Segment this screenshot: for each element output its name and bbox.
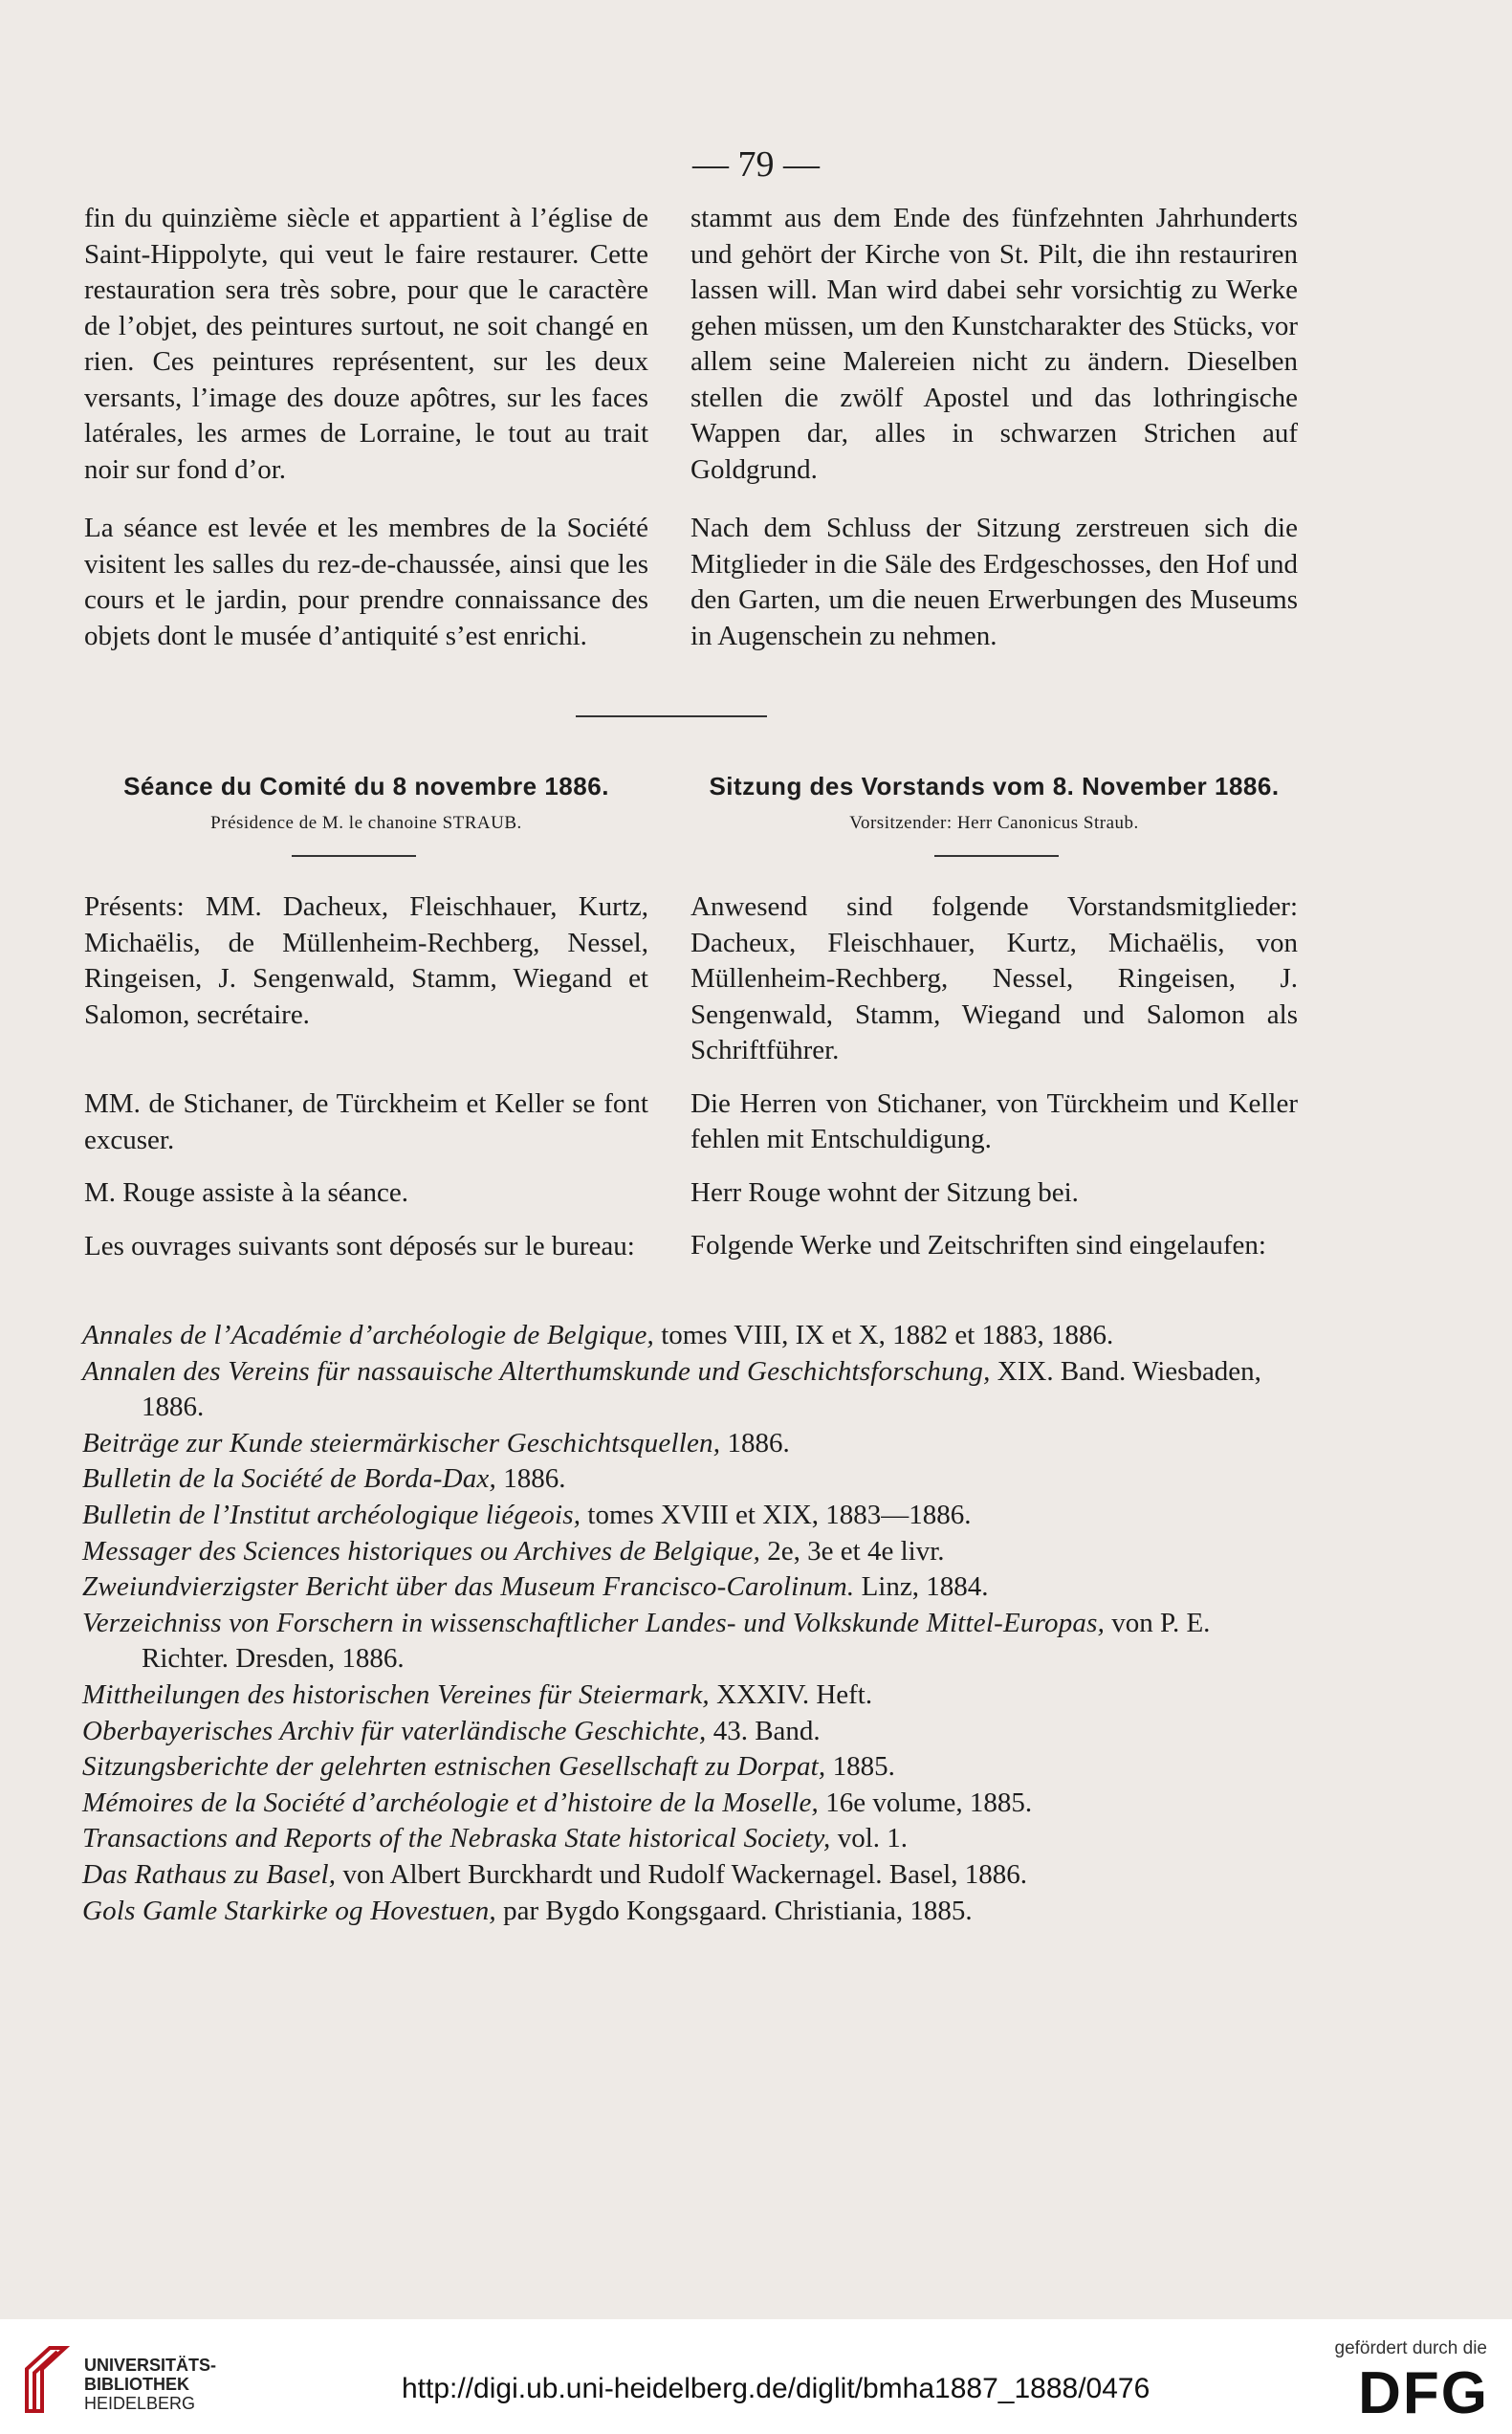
left-guest: M. Rouge assiste à la séance.	[84, 1177, 409, 1208]
right-present-members: Anwesend sind folgende Vorstandsmitglieder: Dacheux, Fleischhauer, Kurtz, Michaëlis, von Müllenheim-Rechberg, Nessel, Ringeisen, J. Sengenwald, Stamm, Wiegand und Salomon als Schriftführer.	[690, 891, 1298, 1065]
list-item: Bulletin de l’Institut archéologique liégeois, tomes XVIII et XIX, 1883—1886.	[82, 1499, 972, 1530]
left-present-members: Présents: MM. Dacheux, Fleischhauer, Kurtz, Michaëlis, de Müllenheim-Rechberg, Nessel, Ringeisen, J. Sengenwald, Stamm, Wiegand et Salomon, secrétaire.	[84, 891, 648, 1030]
right-session-subheading: Vorsitzender: Herr Canonicus Straub.	[849, 812, 1139, 833]
left-top-column	[84, 201, 648, 654]
list-item: Bulletin de la Société de Borda-Dax, 1886.	[82, 1463, 566, 1495]
list-item: Annales de l’Académie d’archéologie de Belgique, tomes VIII, IX et X, 1882 et 1883, 1886.	[82, 1320, 1114, 1350]
right-paragraph-restoration: stammt aus dem Ende des fünfzehnten Jahrhunderts und gehört der Kirche von St. Pilt, die ihn restauriren lassen will. Man wird dabei sehr vorsichtig zu Werke gehen müssen, um den Kunstcharakter des Stücks, vor allem seine Malereien nicht zu ändern. Dieselben stellen die zwölf Apostel und das lothringische Wappen dar, alles in schwarzen Strichen auf Goldgrund.	[690, 203, 1298, 485]
source-url-link[interactable]: http://digi.ub.uni-heidelberg.de/diglit/bmha1887_1888/0476	[402, 2373, 1150, 2404]
list-item: Beiträge zur Kunde steiermärkischer Geschichtsquellen, 1886.	[82, 1427, 790, 1458]
right-paragraph-closing: Nach dem Schluss der Sitzung zerstreuen sich die Mitglieder in die Säle des Erdgeschosses, den Hof und den Garten, um die neuen Erwerbungen des Museums in Augenschein zu nehmen.	[690, 513, 1298, 651]
right-works-intro: Folgende Werke und Zeitschriften sind eingelaufen:	[690, 1230, 1266, 1261]
right-excused-members: Die Herren von Stichaner, von Türckheim und Keller fehlen mit Entschuldigung.	[690, 1087, 1298, 1154]
university-library-logo-icon	[21, 2340, 71, 2415]
list-item: Verzeichniss von Forschern in wissenschaftlicher Landes- und Volkskunde Mittel-Europas, von P. E. Richter. Dresden, 1886.	[82, 1607, 1211, 1675]
left-short-rule	[292, 855, 416, 857]
list-item: Sitzungsberichte der gelehrten estnischen Gesellschaft zu Dorpat, 1885.	[82, 1751, 895, 1783]
list-item: Transactions and Reports of the Nebraska State historical Society, vol. 1.	[82, 1823, 909, 1854]
list-item: Oberbayerisches Archiv für vaterländische Geschichte, 43. Band.	[82, 1715, 821, 1746]
left-session-heading: Séance du Comité du 8 novembre 1886.	[123, 772, 609, 800]
list-item: Annalen des Vereins für nassauische Alterthumskunde und Geschichtsforschung, XIX. Band. Wiesbaden, 1886.	[82, 1355, 1261, 1423]
right-session-heading: Sitzung des Vorstands vom 8. November 1886.	[709, 772, 1280, 800]
list-item: Zweiundvierzigster Bericht über das Museum Francisco-Carolinum. Linz, 1884.	[82, 1571, 989, 1603]
page-number: — 79 —	[692, 144, 820, 185]
section-divider	[576, 715, 767, 717]
right-guest: Herr Rouge wohnt der Sitzung bei.	[690, 1176, 1079, 1208]
right-session-column	[690, 889, 1298, 1264]
left-session-header	[84, 769, 648, 841]
left-paragraph-restoration: fin du quinzième siècle et appartient à l’église de Saint-Hippolyte, qui veut le faire restaurer. Cette restauration sera très sobre, pour que le caractère de l’objet, des peintures surtout, ne soit changé en rien. Ces peintures représentent, sur les deux versants, l’image des douze apôtres, sur les faces latérales, les armes de Lorraine, le tout au trait noir sur fond d’or.	[84, 203, 648, 485]
list-item: Das Rathaus zu Basel, von Albert Burckhardt und Rudolf Wackernagel. Basel, 1886.	[82, 1858, 1027, 1890]
left-session-column	[84, 889, 648, 1264]
right-session-header	[690, 769, 1298, 841]
list-item: Mémoires de la Société d’archéologie et d’histoire de la Moselle, 16e volume, 1885.	[82, 1787, 1033, 1818]
list-item: Messager des Sciences historiques ou Archives de Belgique, 2e, 3e et 4e livr.	[82, 1535, 945, 1567]
right-short-rule	[934, 855, 1059, 857]
left-works-intro: Les ouvrages suivants sont déposés sur le bureau:	[84, 1230, 635, 1261]
library-name: UNIVERSITÄTS- BIBLIOTHEK HEIDELBERG	[84, 2356, 217, 2413]
list-item: Mittheilungen des historischen Vereines für Steiermark, XXXIV. Heft.	[82, 1678, 873, 1710]
digitization-footer	[0, 2319, 1512, 2434]
left-paragraph-closing: La séance est levée et les membres de la Société visitent les salles du rez-de-chaussée, ainsi que les cours et le jardin, pour prendre connaissance des objets dont le musée d’antiquité s’est enrichi.	[84, 513, 648, 651]
left-excused-members: MM. de Stichaner, de Türckheim et Keller se font excuser.	[84, 1088, 648, 1155]
dfg-logo: DFG	[1358, 2360, 1489, 2426]
left-session-subheading: Présidence de M. le chanoine STRAUB.	[210, 812, 522, 833]
right-top-column	[690, 201, 1298, 654]
list-item: Gols Gamle Starkirke og Hovestuen, par Bygdo Kongsgaard. Christiania, 1885.	[82, 1895, 973, 1926]
received-works-list	[82, 1318, 1301, 1929]
funded-by-label: gefördert durch die	[1334, 2338, 1487, 2358]
